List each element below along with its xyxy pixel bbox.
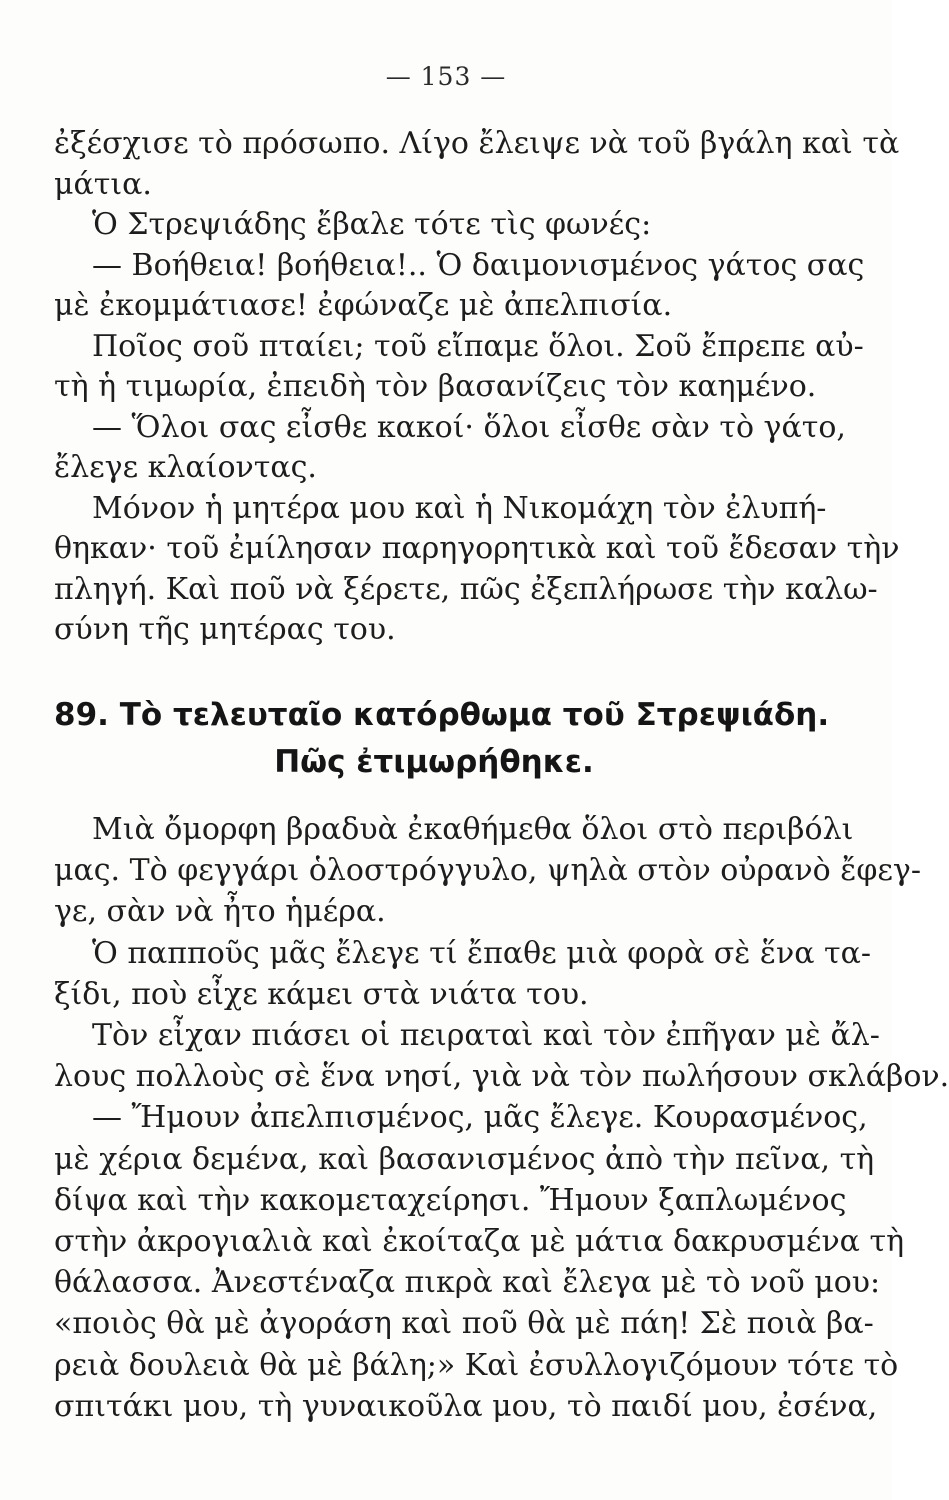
section-heading-line1: 89. Τὸ τελευταῖο κατόρθωμα τοῦ Στρεψιάδη. bbox=[54, 697, 830, 733]
text-block-one bbox=[54, 124, 900, 654]
text-line: δίψα καὶ τὴν κακομεταχείρησι. Ἤμουν ξαπλωμένος bbox=[54, 1182, 847, 1218]
text-line: — Βοήθεια! βοήθεια!.. Ὁ δαιμονισμένος γάτος σας bbox=[92, 247, 865, 283]
text-line: ξίδι, ποὺ εἶχε κάμει στὰ νιάτα του. bbox=[54, 976, 589, 1012]
text-line: — Ὅλοι σας εἶσθε κακοί· ὅλοι εἶσθε σὰν τὸ γάτο, bbox=[92, 409, 846, 445]
text-line: — Ἤμουν ἀπελπισμένος, μᾶς ἔλεγε. Κουρασμένος, bbox=[92, 1100, 868, 1136]
text-line: μάτια. bbox=[54, 166, 152, 202]
text-line: Ὁ παπποῦς μᾶς ἔλεγε τί ἔπαθε μιὰ φορὰ σὲ ἕνα τα- bbox=[92, 935, 872, 971]
text-line: θάλασσα. Ἀνεστέναζα πικρὰ καὶ ἔλεγα μὲ τὸ νοῦ μου: bbox=[54, 1265, 881, 1301]
text-line: Τὸν εἶχαν πιάσει οἱ πειραταὶ καὶ τὸν ἐπῆγαν μὲ ἄλ- bbox=[92, 1018, 880, 1053]
text-line: θηκαν· τοῦ ἐμίλησαν παρηγορητικὰ καὶ τοῦ ἔδεσαν τὴν bbox=[54, 531, 900, 566]
text-line: πληγή. Καὶ ποῦ νὰ ξέρετε, πῶς ἐξεπλήρωσε τὴν καλω- bbox=[54, 571, 878, 607]
text-line: μας. Τὸ φεγγάρι ὁλοστρόγγυλο, ψηλὰ στὸν οὐρανὸ ἔφεγ- bbox=[54, 853, 921, 889]
text-line: ἔλεγε κλαίοντας. bbox=[54, 450, 317, 485]
text-line: μὲ χέρια δεμένα, καὶ βασανισμένος ἀπὸ τὴν πεῖνα, τὴ bbox=[54, 1141, 875, 1177]
text-line: ἐξέσχισε τὸ πρόσωπο. Λίγο ἔλειψε νὰ τοῦ βγάλη καὶ τὰ bbox=[54, 126, 900, 161]
text-line: Ὁ Στρεψιάδης ἔβαλε τότε τὶς φωνές: bbox=[92, 207, 652, 242]
text-line: τὴ ἡ τιμωρία, ἐπειδὴ τὸν βασανίζεις τὸν καημένο. bbox=[54, 369, 817, 404]
text-line: Ποῖος σοῦ πταίει; τοῦ εἴπαμε ὅλοι. Σοῦ ἔπρεπε αὐ- bbox=[92, 328, 864, 364]
text-line: στὴν ἀκρογιαλιὰ καὶ ἐκοίταζα μὲ μάτια δακρυσμένα τὴ bbox=[54, 1224, 905, 1259]
text-line: μὲ ἐκομμάτιασε! ἐφώναζε μὲ ἀπελπισία. bbox=[54, 288, 673, 323]
page-number: — 153 — bbox=[385, 62, 507, 91]
text-line: ρειὰ δουλειὰ θὰ μὲ βάλη;» Καὶ ἐσυλλογιζόμουν τότε τὸ bbox=[54, 1347, 899, 1383]
text-line: σύνη τῆς μητέρας του. bbox=[54, 612, 396, 647]
text-line: Μιὰ ὄμορφη βραδυὰ ἐκαθήμεθα ὅλοι στὸ περιβόλι bbox=[92, 812, 854, 847]
text-line: σπιτάκι μου, τὴ γυναικοῦλα μου, τὸ παιδί μου, ἐσένα, bbox=[54, 1388, 878, 1424]
text-line: «ποιὸς θὰ μὲ ἀγοράση καὶ ποῦ θὰ μὲ πάη! Σὲ ποιὰ βα- bbox=[54, 1306, 874, 1342]
text-line: γε, σὰν νὰ ἦτο ἡμέρα. bbox=[54, 894, 386, 930]
section-heading-line2: Πῶς ἐτιμωρήθηκε. bbox=[274, 744, 594, 780]
text-line: λους πολλοὺς σὲ ἕνα νησί, γιὰ νὰ τὸν πωλήσουν σκλάβον. bbox=[54, 1059, 949, 1095]
text-line: Μόνον ἡ μητέρα μου καὶ ἡ Νικομάχη τὸν ἐλυπή- bbox=[92, 490, 827, 526]
text-block-two bbox=[54, 810, 949, 1450]
